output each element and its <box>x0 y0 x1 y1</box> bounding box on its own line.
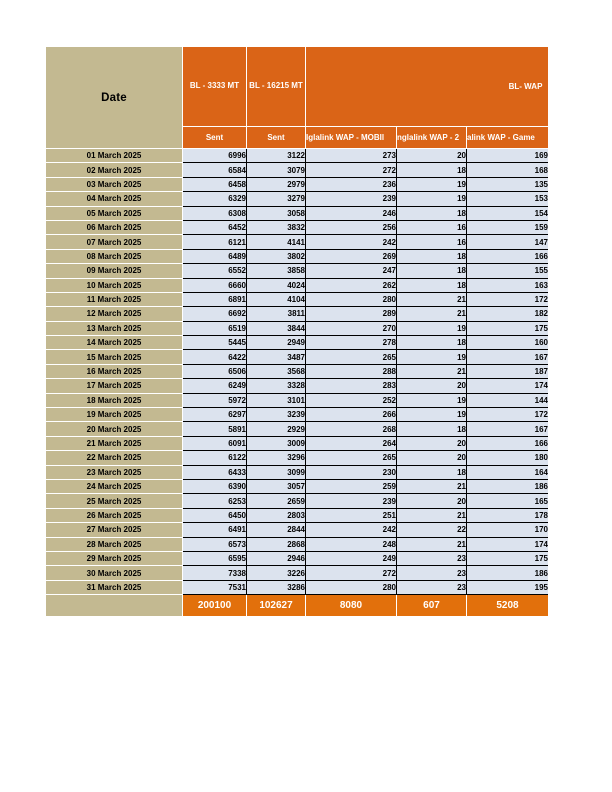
cell-value[interactable]: 3296 <box>247 451 306 465</box>
cell-value[interactable]: 6552 <box>183 264 247 278</box>
cell-value[interactable]: 273 <box>306 149 397 163</box>
cell-value[interactable]: 135 <box>467 177 549 191</box>
table-row <box>46 580 549 594</box>
cell-value[interactable]: 6891 <box>183 292 247 306</box>
cell-value[interactable]: 6329 <box>183 192 247 206</box>
cell-value[interactable]: 6573 <box>183 537 247 551</box>
cell-value[interactable]: 147 <box>467 235 549 249</box>
cell-value[interactable]: 167 <box>467 350 549 364</box>
cell-value[interactable]: 165 <box>467 494 549 508</box>
table-row <box>46 278 549 292</box>
cell-value[interactable]: 19 <box>397 192 467 206</box>
table-row <box>46 220 549 234</box>
cell-total[interactable]: 8080 <box>306 595 397 617</box>
cell-value[interactable]: 230 <box>306 465 397 479</box>
cell-value[interactable]: 242 <box>306 523 397 537</box>
cell-value[interactable]: 20 <box>397 379 467 393</box>
cell-value[interactable]: 170 <box>467 523 549 537</box>
cell-value[interactable]: 187 <box>467 364 549 378</box>
cell-value[interactable]: 6297 <box>183 408 247 422</box>
cell-value[interactable]: 166 <box>467 436 549 450</box>
cell-value[interactable]: 3226 <box>247 566 306 580</box>
cell-value[interactable]: 2659 <box>247 494 306 508</box>
cell-value[interactable]: 19 <box>397 393 467 407</box>
table-row <box>46 249 549 263</box>
table-row <box>46 393 549 407</box>
table-row <box>46 436 549 450</box>
cell-value[interactable]: 6390 <box>183 479 247 493</box>
cell-value[interactable]: 159 <box>467 220 549 234</box>
cell-date[interactable]: 01 March 2025 <box>46 149 183 163</box>
cell-value[interactable]: 5891 <box>183 422 247 436</box>
cell-value[interactable]: 18 <box>397 422 467 436</box>
cell-value[interactable]: 4024 <box>247 278 306 292</box>
cell-value[interactable]: 175 <box>467 551 549 565</box>
cell-value[interactable]: 23 <box>397 566 467 580</box>
cell-value[interactable]: 18 <box>397 163 467 177</box>
cell-value[interactable]: 23 <box>397 580 467 594</box>
cell-value[interactable]: 174 <box>467 537 549 551</box>
cell-value[interactable]: 283 <box>306 379 397 393</box>
cell-value[interactable]: 252 <box>306 393 397 407</box>
cell-value[interactable]: 21 <box>397 508 467 522</box>
cell-value[interactable]: 289 <box>306 307 397 321</box>
cell-value[interactable]: 155 <box>467 264 549 278</box>
cell-value[interactable]: 186 <box>467 566 549 580</box>
cell-value[interactable]: 6506 <box>183 364 247 378</box>
cell-value[interactable]: 3099 <box>247 465 306 479</box>
cell-date[interactable]: 26 March 2025 <box>46 508 183 522</box>
table-row <box>46 566 549 580</box>
sub-header-wap-2[interactable]: nglalink WAP - 2 <box>397 127 467 149</box>
cell-value[interactable]: 272 <box>306 163 397 177</box>
table-row <box>46 537 549 551</box>
table-row <box>46 264 549 278</box>
cell-value[interactable]: 6122 <box>183 451 247 465</box>
cell-total[interactable]: 200100 <box>183 595 247 617</box>
cell-value[interactable]: 144 <box>467 393 549 407</box>
cell-value[interactable]: 6491 <box>183 523 247 537</box>
cell-total[interactable]: 607 <box>397 595 467 617</box>
cell-date[interactable]: 10 March 2025 <box>46 278 183 292</box>
sub-header-wap-games[interactable]: alink WAP - Game <box>467 127 549 149</box>
cell-value[interactable]: 3239 <box>247 408 306 422</box>
cell-date[interactable]: 25 March 2025 <box>46 494 183 508</box>
cell-value[interactable]: 6121 <box>183 235 247 249</box>
table-row <box>46 551 549 565</box>
cell-value[interactable]: 265 <box>306 350 397 364</box>
cell-value[interactable]: 3487 <box>247 350 306 364</box>
cell-value[interactable]: 154 <box>467 206 549 220</box>
cell-value[interactable]: 18 <box>397 465 467 479</box>
table-row <box>46 364 549 378</box>
cell-value[interactable]: 6249 <box>183 379 247 393</box>
cell-date[interactable]: 13 March 2025 <box>46 321 183 335</box>
cell-value[interactable]: 6996 <box>183 149 247 163</box>
table-row <box>46 479 549 493</box>
cell-date[interactable]: 16 March 2025 <box>46 364 183 378</box>
sub-header-wap-mobile[interactable]: Iglalink WAP - MOBIl <box>306 127 397 149</box>
cell-value[interactable]: 20 <box>397 451 467 465</box>
cell-value[interactable]: 236 <box>306 177 397 191</box>
data-table <box>45 46 548 617</box>
cell-value[interactable]: 3286 <box>247 580 306 594</box>
cell-value[interactable]: 3057 <box>247 479 306 493</box>
column-group-header-bl16215[interactable]: BL - 16215 MT <box>247 47 306 127</box>
column-group-header-bl3333[interactable]: BL - 3333 MT <box>183 47 247 127</box>
table-row <box>46 494 549 508</box>
cell-value[interactable]: 6433 <box>183 465 247 479</box>
cell-value[interactable]: 6458 <box>183 177 247 191</box>
cell-value[interactable]: 18 <box>397 336 467 350</box>
cell-value[interactable]: 178 <box>467 508 549 522</box>
cell-value[interactable]: 2949 <box>247 336 306 350</box>
cell-date[interactable]: 21 March 2025 <box>46 436 183 450</box>
cell-date[interactable]: 12 March 2025 <box>46 307 183 321</box>
cell-value[interactable]: 239 <box>306 192 397 206</box>
cell-value[interactable]: 272 <box>306 566 397 580</box>
table-row <box>46 379 549 393</box>
table-row <box>46 235 549 249</box>
table-row <box>46 465 549 479</box>
cell-date[interactable]: 17 March 2025 <box>46 379 183 393</box>
cell-value[interactable]: 264 <box>306 436 397 450</box>
cell-value[interactable]: 169 <box>467 149 549 163</box>
table-row <box>46 206 549 220</box>
cell-value[interactable]: 3568 <box>247 364 306 378</box>
cell-date[interactable]: 04 March 2025 <box>46 192 183 206</box>
cell-value[interactable]: 19 <box>397 350 467 364</box>
cell-value[interactable]: 7531 <box>183 580 247 594</box>
cell-value[interactable]: 21 <box>397 292 467 306</box>
cell-value[interactable]: 239 <box>306 494 397 508</box>
cell-value[interactable]: 21 <box>397 537 467 551</box>
cell-value[interactable]: 20 <box>397 494 467 508</box>
cell-value[interactable]: 2929 <box>247 422 306 436</box>
cell-date[interactable]: 18 March 2025 <box>46 393 183 407</box>
table-row <box>46 149 549 163</box>
cell-value[interactable]: 7338 <box>183 566 247 580</box>
cell-value[interactable]: 186 <box>467 479 549 493</box>
cell-date[interactable]: 23 March 2025 <box>46 465 183 479</box>
table-row <box>46 336 549 350</box>
cell-value[interactable]: 164 <box>467 465 549 479</box>
cell-value[interactable]: 22 <box>397 523 467 537</box>
cell-value[interactable]: 160 <box>467 336 549 350</box>
header-group-row <box>46 47 549 127</box>
table-row <box>46 508 549 522</box>
cell-value[interactable]: 280 <box>306 580 397 594</box>
column-header-date[interactable]: Date <box>46 47 183 149</box>
table-row <box>46 422 549 436</box>
cell-value[interactable]: 18 <box>397 206 467 220</box>
cell-date[interactable]: 22 March 2025 <box>46 451 183 465</box>
cell-value[interactable]: 3122 <box>247 149 306 163</box>
cell-value[interactable]: 3832 <box>247 220 306 234</box>
cell-value[interactable]: 163 <box>467 278 549 292</box>
cell-value[interactable]: 278 <box>306 336 397 350</box>
cell-value[interactable]: 3058 <box>247 206 306 220</box>
cell-date[interactable]: 19 March 2025 <box>46 408 183 422</box>
cell-value[interactable]: 2868 <box>247 537 306 551</box>
cell-value[interactable]: 2803 <box>247 508 306 522</box>
cell-value[interactable]: 6489 <box>183 249 247 263</box>
cell-value[interactable]: 23 <box>397 551 467 565</box>
cell-value[interactable]: 3844 <box>247 321 306 335</box>
cell-value[interactable]: 195 <box>467 580 549 594</box>
cell-value[interactable]: 3101 <box>247 393 306 407</box>
cell-date[interactable]: 30 March 2025 <box>46 566 183 580</box>
cell-date[interactable]: 24 March 2025 <box>46 479 183 493</box>
table-body <box>46 149 549 595</box>
cell-value[interactable]: 248 <box>306 537 397 551</box>
cell-date[interactable]: 03 March 2025 <box>46 177 183 191</box>
cell-value[interactable]: 168 <box>467 163 549 177</box>
totals-row <box>46 595 549 617</box>
cell-value[interactable]: 172 <box>467 292 549 306</box>
cell-value[interactable]: 3279 <box>247 192 306 206</box>
cell-value[interactable]: 270 <box>306 321 397 335</box>
cell-value[interactable]: 6091 <box>183 436 247 450</box>
cell-value[interactable]: 265 <box>306 451 397 465</box>
column-group-header-blwap[interactable]: BL- WAP <box>306 47 549 127</box>
cell-value[interactable]: 6308 <box>183 206 247 220</box>
cell-value[interactable]: 2979 <box>247 177 306 191</box>
cell-value[interactable]: 3079 <box>247 163 306 177</box>
cell-value[interactable]: 153 <box>467 192 549 206</box>
cell-value[interactable]: 3009 <box>247 436 306 450</box>
cell-value[interactable]: 4104 <box>247 292 306 306</box>
cell-value[interactable]: 256 <box>306 220 397 234</box>
cell-value[interactable]: 174 <box>467 379 549 393</box>
cell-total[interactable]: 5208 <box>467 595 549 617</box>
cell-value[interactable]: 5445 <box>183 336 247 350</box>
cell-value[interactable]: 268 <box>306 422 397 436</box>
cell-value[interactable]: 21 <box>397 307 467 321</box>
cell-value[interactable]: 6422 <box>183 350 247 364</box>
cell-value[interactable]: 5972 <box>183 393 247 407</box>
cell-value[interactable]: 20 <box>397 149 467 163</box>
cell-date[interactable]: 27 March 2025 <box>46 523 183 537</box>
sub-header-sent-bl16215[interactable]: Sent <box>247 127 306 149</box>
table-row <box>46 408 549 422</box>
cell-date[interactable]: 14 March 2025 <box>46 336 183 350</box>
sub-header-sent-bl3333[interactable]: Sent <box>183 127 247 149</box>
cell-value[interactable]: 3811 <box>247 307 306 321</box>
cell-value[interactable]: 6253 <box>183 494 247 508</box>
cell-date[interactable]: 09 March 2025 <box>46 264 183 278</box>
cell-value[interactable]: 266 <box>306 408 397 422</box>
cell-value[interactable]: 6450 <box>183 508 247 522</box>
table-viewport <box>45 46 548 617</box>
cell-value[interactable]: 20 <box>397 436 467 450</box>
cell-value[interactable]: 246 <box>306 206 397 220</box>
table-row <box>46 523 549 537</box>
table-row <box>46 451 549 465</box>
cell-date[interactable]: 31 March 2025 <box>46 580 183 594</box>
table-row <box>46 307 549 321</box>
cell-value[interactable]: 288 <box>306 364 397 378</box>
cell-value[interactable]: 249 <box>306 551 397 565</box>
cell-date[interactable]: 08 March 2025 <box>46 249 183 263</box>
cell-value[interactable]: 19 <box>397 408 467 422</box>
table-row <box>46 350 549 364</box>
cell-date[interactable]: 06 March 2025 <box>46 220 183 234</box>
cell-value[interactable]: 18 <box>397 249 467 263</box>
cell-value[interactable]: 3328 <box>247 379 306 393</box>
cell-value[interactable]: 172 <box>467 408 549 422</box>
cell-value[interactable]: 19 <box>397 177 467 191</box>
table-row <box>46 292 549 306</box>
cell-value[interactable]: 247 <box>306 264 397 278</box>
cell-value[interactable]: 242 <box>306 235 397 249</box>
cell-value[interactable]: 180 <box>467 451 549 465</box>
cell-value[interactable]: 280 <box>306 292 397 306</box>
cell-date[interactable]: 15 March 2025 <box>46 350 183 364</box>
cell-value[interactable]: 251 <box>306 508 397 522</box>
table-footer <box>46 595 549 617</box>
cell-value[interactable]: 3858 <box>247 264 306 278</box>
table-row <box>46 192 549 206</box>
cell-value[interactable]: 21 <box>397 364 467 378</box>
cell-total[interactable]: 102627 <box>247 595 306 617</box>
cell-date[interactable]: 11 March 2025 <box>46 292 183 306</box>
cell-value[interactable]: 19 <box>397 321 467 335</box>
cell-date[interactable]: 29 March 2025 <box>46 551 183 565</box>
cell-value[interactable]: 3802 <box>247 249 306 263</box>
table-row <box>46 321 549 335</box>
cell-value[interactable]: 2844 <box>247 523 306 537</box>
table-row <box>46 177 549 191</box>
cell-date[interactable]: 05 March 2025 <box>46 206 183 220</box>
cell-date[interactable]: 02 March 2025 <box>46 163 183 177</box>
cell-value[interactable]: 175 <box>467 321 549 335</box>
cell-value[interactable]: 166 <box>467 249 549 263</box>
cell-value[interactable]: 21 <box>397 479 467 493</box>
cell-value[interactable]: 2946 <box>247 551 306 565</box>
cell-totals-label <box>46 595 183 617</box>
cell-value[interactable]: 269 <box>306 249 397 263</box>
cell-value[interactable]: 6519 <box>183 321 247 335</box>
cell-value[interactable]: 6660 <box>183 278 247 292</box>
cell-value[interactable]: 16 <box>397 235 467 249</box>
cell-value[interactable]: 167 <box>467 422 549 436</box>
cell-date[interactable]: 20 March 2025 <box>46 422 183 436</box>
cell-value[interactable]: 6595 <box>183 551 247 565</box>
cell-value[interactable]: 6452 <box>183 220 247 234</box>
cell-value[interactable]: 262 <box>306 278 397 292</box>
cell-value[interactable]: 18 <box>397 264 467 278</box>
table-row <box>46 163 549 177</box>
cell-value[interactable]: 16 <box>397 220 467 234</box>
cell-value[interactable]: 18 <box>397 278 467 292</box>
cell-date[interactable]: 07 March 2025 <box>46 235 183 249</box>
cell-value[interactable]: 182 <box>467 307 549 321</box>
cell-value[interactable]: 259 <box>306 479 397 493</box>
cell-value[interactable]: 6692 <box>183 307 247 321</box>
cell-value[interactable]: 6584 <box>183 163 247 177</box>
cell-date[interactable]: 28 March 2025 <box>46 537 183 551</box>
table-header <box>46 47 549 149</box>
cell-value[interactable]: 4141 <box>247 235 306 249</box>
